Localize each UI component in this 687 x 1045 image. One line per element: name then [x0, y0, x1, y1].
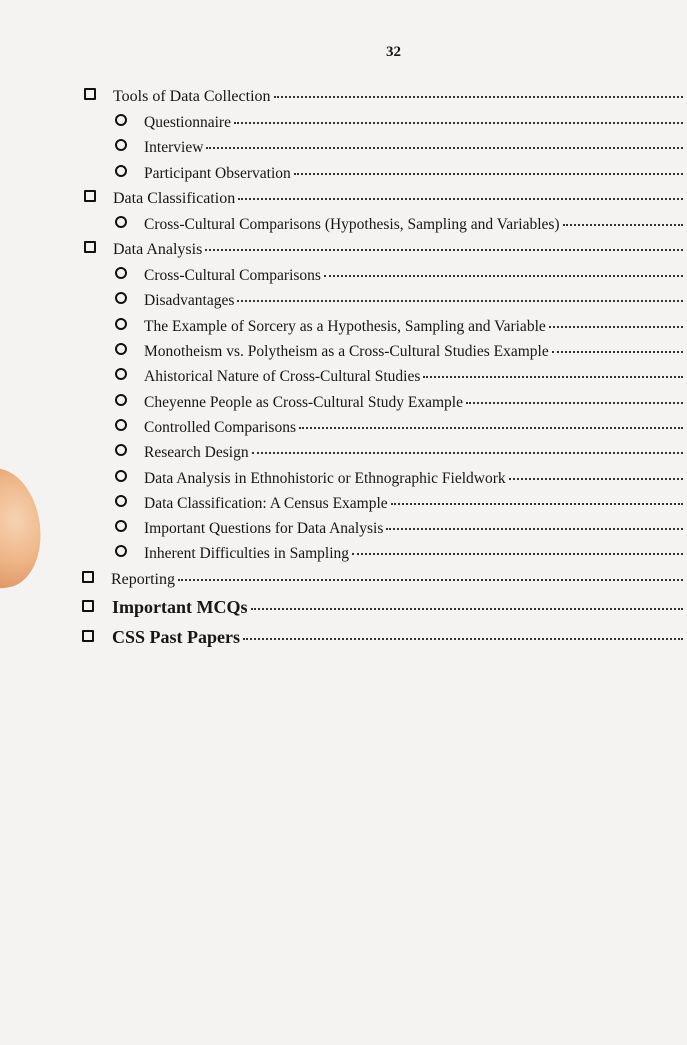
toc-entry-title: Cross-Cultural Comparisons (Hypothesis, Sampling and Variables)	[144, 215, 560, 233]
circle-bullet-icon	[115, 343, 127, 355]
circle-bullet-icon	[115, 495, 127, 507]
toc-entry-level2	[0, 292, 687, 317]
toc-entry-title: Controlled Comparisons	[144, 418, 296, 436]
circle-bullet-icon	[115, 419, 127, 431]
dot-leader	[552, 351, 683, 353]
dot-leader	[299, 427, 683, 429]
dot-leader	[352, 553, 683, 555]
dot-leader	[386, 528, 683, 530]
dot-leader	[252, 452, 683, 454]
toc-entry-title: Data Classification	[113, 189, 236, 207]
toc-entry-title: Data Classification: A Census Example	[144, 494, 388, 512]
toc-entry-level2	[0, 139, 687, 164]
toc-entry-level2	[0, 165, 687, 190]
dot-leader	[391, 503, 683, 505]
dot-leader	[206, 147, 683, 149]
toc-entry-level2	[0, 444, 687, 469]
toc-entry-title: Data Analysis	[113, 241, 203, 259]
toc-entry-level2	[0, 419, 687, 444]
toc-entry-level1	[0, 571, 687, 597]
toc-entry-level2	[0, 394, 687, 419]
toc-entry-title: Important Questions for Data Analysis	[144, 520, 384, 538]
square-bullet-icon	[84, 88, 96, 100]
toc-entry-level2	[0, 343, 687, 368]
toc-entry-level1	[0, 627, 687, 657]
circle-bullet-icon	[115, 444, 127, 456]
circle-bullet-icon	[115, 292, 127, 304]
page-number: 32	[386, 44, 401, 60]
toc-entry-level2	[0, 216, 687, 241]
square-bullet-icon	[82, 571, 94, 583]
toc-entry-level2	[0, 318, 687, 343]
square-bullet-icon	[82, 600, 94, 612]
toc-entry-level2	[0, 368, 687, 393]
dot-leader	[274, 96, 683, 98]
square-bullet-icon	[84, 190, 96, 202]
dot-leader	[563, 224, 683, 226]
toc-entry-title: Data Analysis in Ethnohistoric or Ethnographic Fieldwork	[144, 469, 506, 487]
circle-bullet-icon	[115, 318, 127, 330]
circle-bullet-icon	[115, 267, 127, 279]
square-bullet-icon	[84, 241, 96, 253]
dot-leader	[423, 376, 683, 378]
toc-entry-title: Research Design	[144, 444, 249, 462]
circle-bullet-icon	[115, 139, 127, 151]
circle-bullet-icon	[115, 394, 127, 406]
dot-leader	[234, 122, 683, 124]
toc-entry-level2	[0, 545, 687, 570]
dot-leader	[324, 275, 683, 277]
toc-entry-title: Disadvantages	[144, 292, 235, 310]
dot-leader	[178, 579, 683, 581]
toc-entry-level2	[0, 495, 687, 520]
toc-entry-level2	[0, 267, 687, 292]
toc-entry-level1	[0, 241, 687, 267]
circle-bullet-icon	[115, 165, 127, 177]
table-of-contents	[0, 88, 687, 657]
toc-entry-level2	[0, 114, 687, 139]
toc-entry-title: Interview	[144, 139, 204, 157]
toc-entry-title: Reporting	[111, 570, 175, 588]
toc-entry-title: CSS Past Papers	[112, 626, 241, 647]
toc-entry-title: The Example of Sorcery as a Hypothesis, Sampling and Variable	[144, 317, 546, 335]
toc-entry-title: Monotheism vs. Polytheism as a Cross-Cultural Studies Example	[144, 343, 549, 361]
dot-leader	[549, 326, 683, 328]
circle-bullet-icon	[115, 216, 127, 228]
dot-leader	[251, 608, 684, 610]
toc-entry-title: Questionnaire	[144, 114, 231, 131]
dot-leader	[237, 300, 683, 302]
dot-leader	[466, 402, 683, 404]
square-bullet-icon	[82, 630, 94, 642]
toc-entry-level1	[0, 190, 687, 216]
toc-entry-level2	[0, 470, 687, 495]
toc-entry-title: Inherent Difficulties in Sampling	[144, 545, 350, 563]
circle-bullet-icon	[115, 520, 127, 532]
dot-leader	[243, 638, 683, 640]
toc-entry-title: Important MCQs	[112, 596, 248, 617]
toc-entry-title: Tools of Data Collection	[113, 88, 271, 105]
dot-leader	[294, 173, 683, 175]
circle-bullet-icon	[115, 545, 127, 557]
toc-entry-title: Cross-Cultural Comparisons	[144, 267, 321, 285]
circle-bullet-icon	[115, 114, 127, 126]
toc-entry-title: Cheyenne People as Cross-Cultural Study Example	[144, 393, 463, 411]
dot-leader	[509, 478, 683, 480]
circle-bullet-icon	[115, 368, 127, 380]
toc-entry-level1	[0, 88, 687, 114]
toc-entry-level1	[0, 597, 687, 627]
toc-entry-level2	[0, 520, 687, 545]
dot-leader	[238, 198, 683, 200]
toc-entry-title: Ahistorical Nature of Cross-Cultural Studies	[144, 368, 421, 386]
toc-entry-title: Participant Observation	[144, 164, 291, 182]
circle-bullet-icon	[115, 470, 127, 482]
dot-leader	[205, 249, 683, 251]
